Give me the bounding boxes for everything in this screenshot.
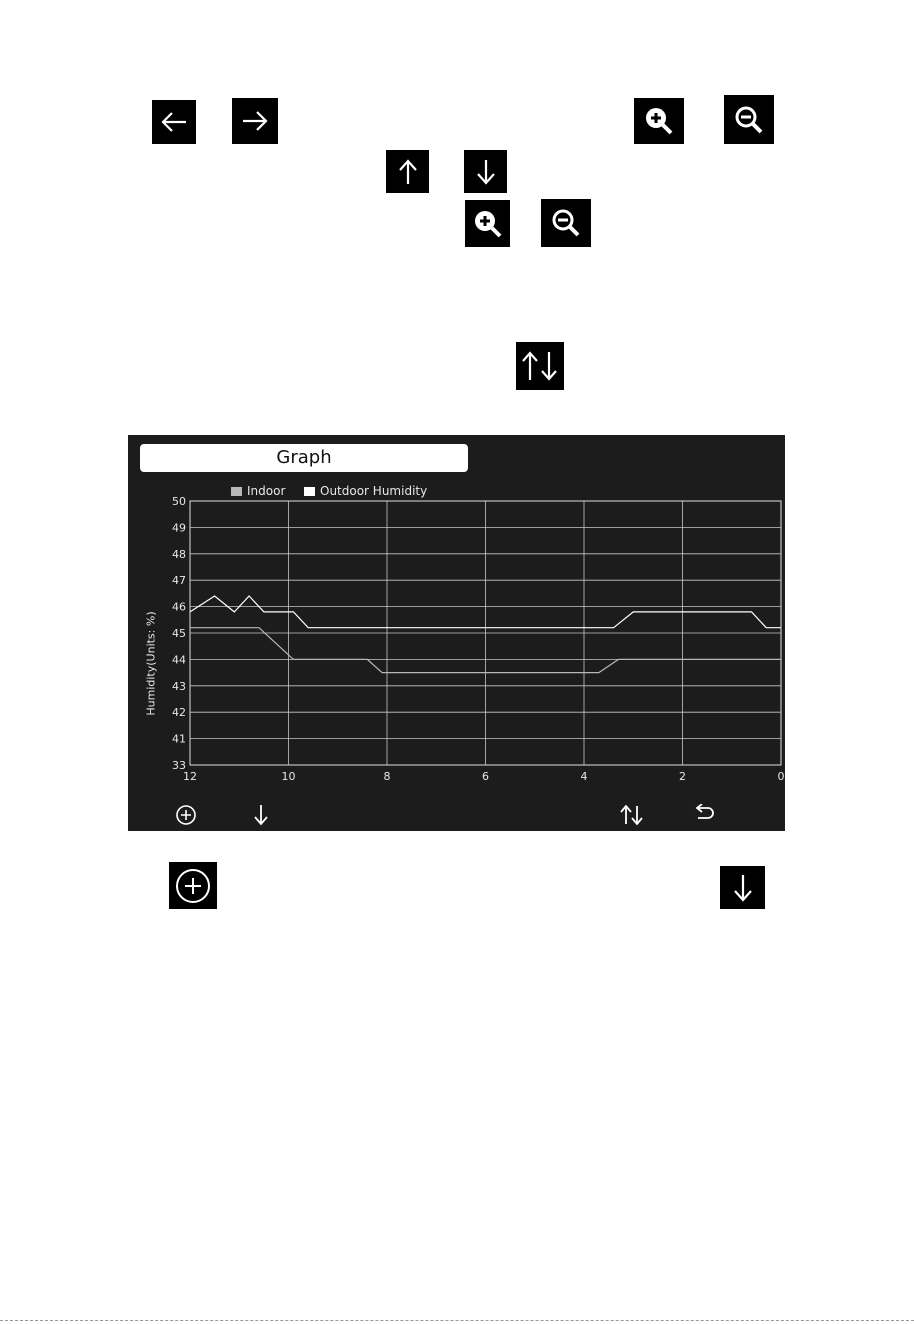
x-tick-label: 6	[482, 770, 489, 783]
legend-label-outdoor: Outdoor Humidity	[320, 484, 428, 498]
swap-vertical-icon[interactable]	[619, 802, 645, 828]
arrow-right-icon[interactable]	[232, 98, 278, 144]
x-tick-label: 12	[183, 770, 197, 783]
arrow-down-icon[interactable]	[464, 150, 507, 193]
zoom-in-icon[interactable]	[465, 200, 510, 247]
y-tick-label: 42	[172, 706, 186, 720]
y-tick-label: 48	[172, 547, 186, 561]
graph-screen	[128, 435, 785, 831]
swap-vertical-icon[interactable]	[516, 342, 564, 390]
arrow-left-icon[interactable]	[152, 100, 196, 144]
x-tick-label: 0	[777, 770, 785, 783]
y-tick-label: 41	[172, 732, 186, 746]
y-tick-label: 50	[172, 495, 186, 508]
x-tick-label: 10	[281, 770, 296, 783]
x-tick-label: 2	[679, 770, 686, 783]
add-circle-icon[interactable]	[173, 802, 199, 828]
y-tick-label: 47	[172, 574, 186, 588]
add-circle-icon[interactable]	[169, 862, 217, 909]
arrow-down-icon[interactable]	[720, 866, 765, 909]
x-tick-label: 8	[383, 770, 391, 783]
arrow-down-icon[interactable]	[248, 802, 274, 828]
y-axis-label: Humidity(Units: %)	[144, 611, 158, 716]
zoom-in-icon[interactable]	[634, 98, 684, 144]
y-tick-label: 46	[172, 600, 186, 614]
graph-title: Graph	[140, 444, 468, 472]
page-bottom-rule	[0, 1320, 914, 1321]
y-tick-label: 33	[172, 759, 186, 772]
humidity-chart	[128, 435, 785, 831]
x-tick-label: 4	[580, 770, 588, 783]
zoom-out-icon[interactable]	[541, 199, 591, 247]
y-tick-label: 45	[172, 627, 186, 640]
y-tick-label: 49	[172, 521, 186, 535]
arrow-up-icon[interactable]	[386, 150, 429, 193]
undo-icon[interactable]	[691, 802, 717, 828]
y-tick-label: 44	[172, 653, 186, 667]
legend-label-indoor: Indoor	[247, 484, 286, 498]
zoom-out-icon[interactable]	[724, 95, 774, 144]
y-tick-label: 43	[172, 679, 186, 693]
